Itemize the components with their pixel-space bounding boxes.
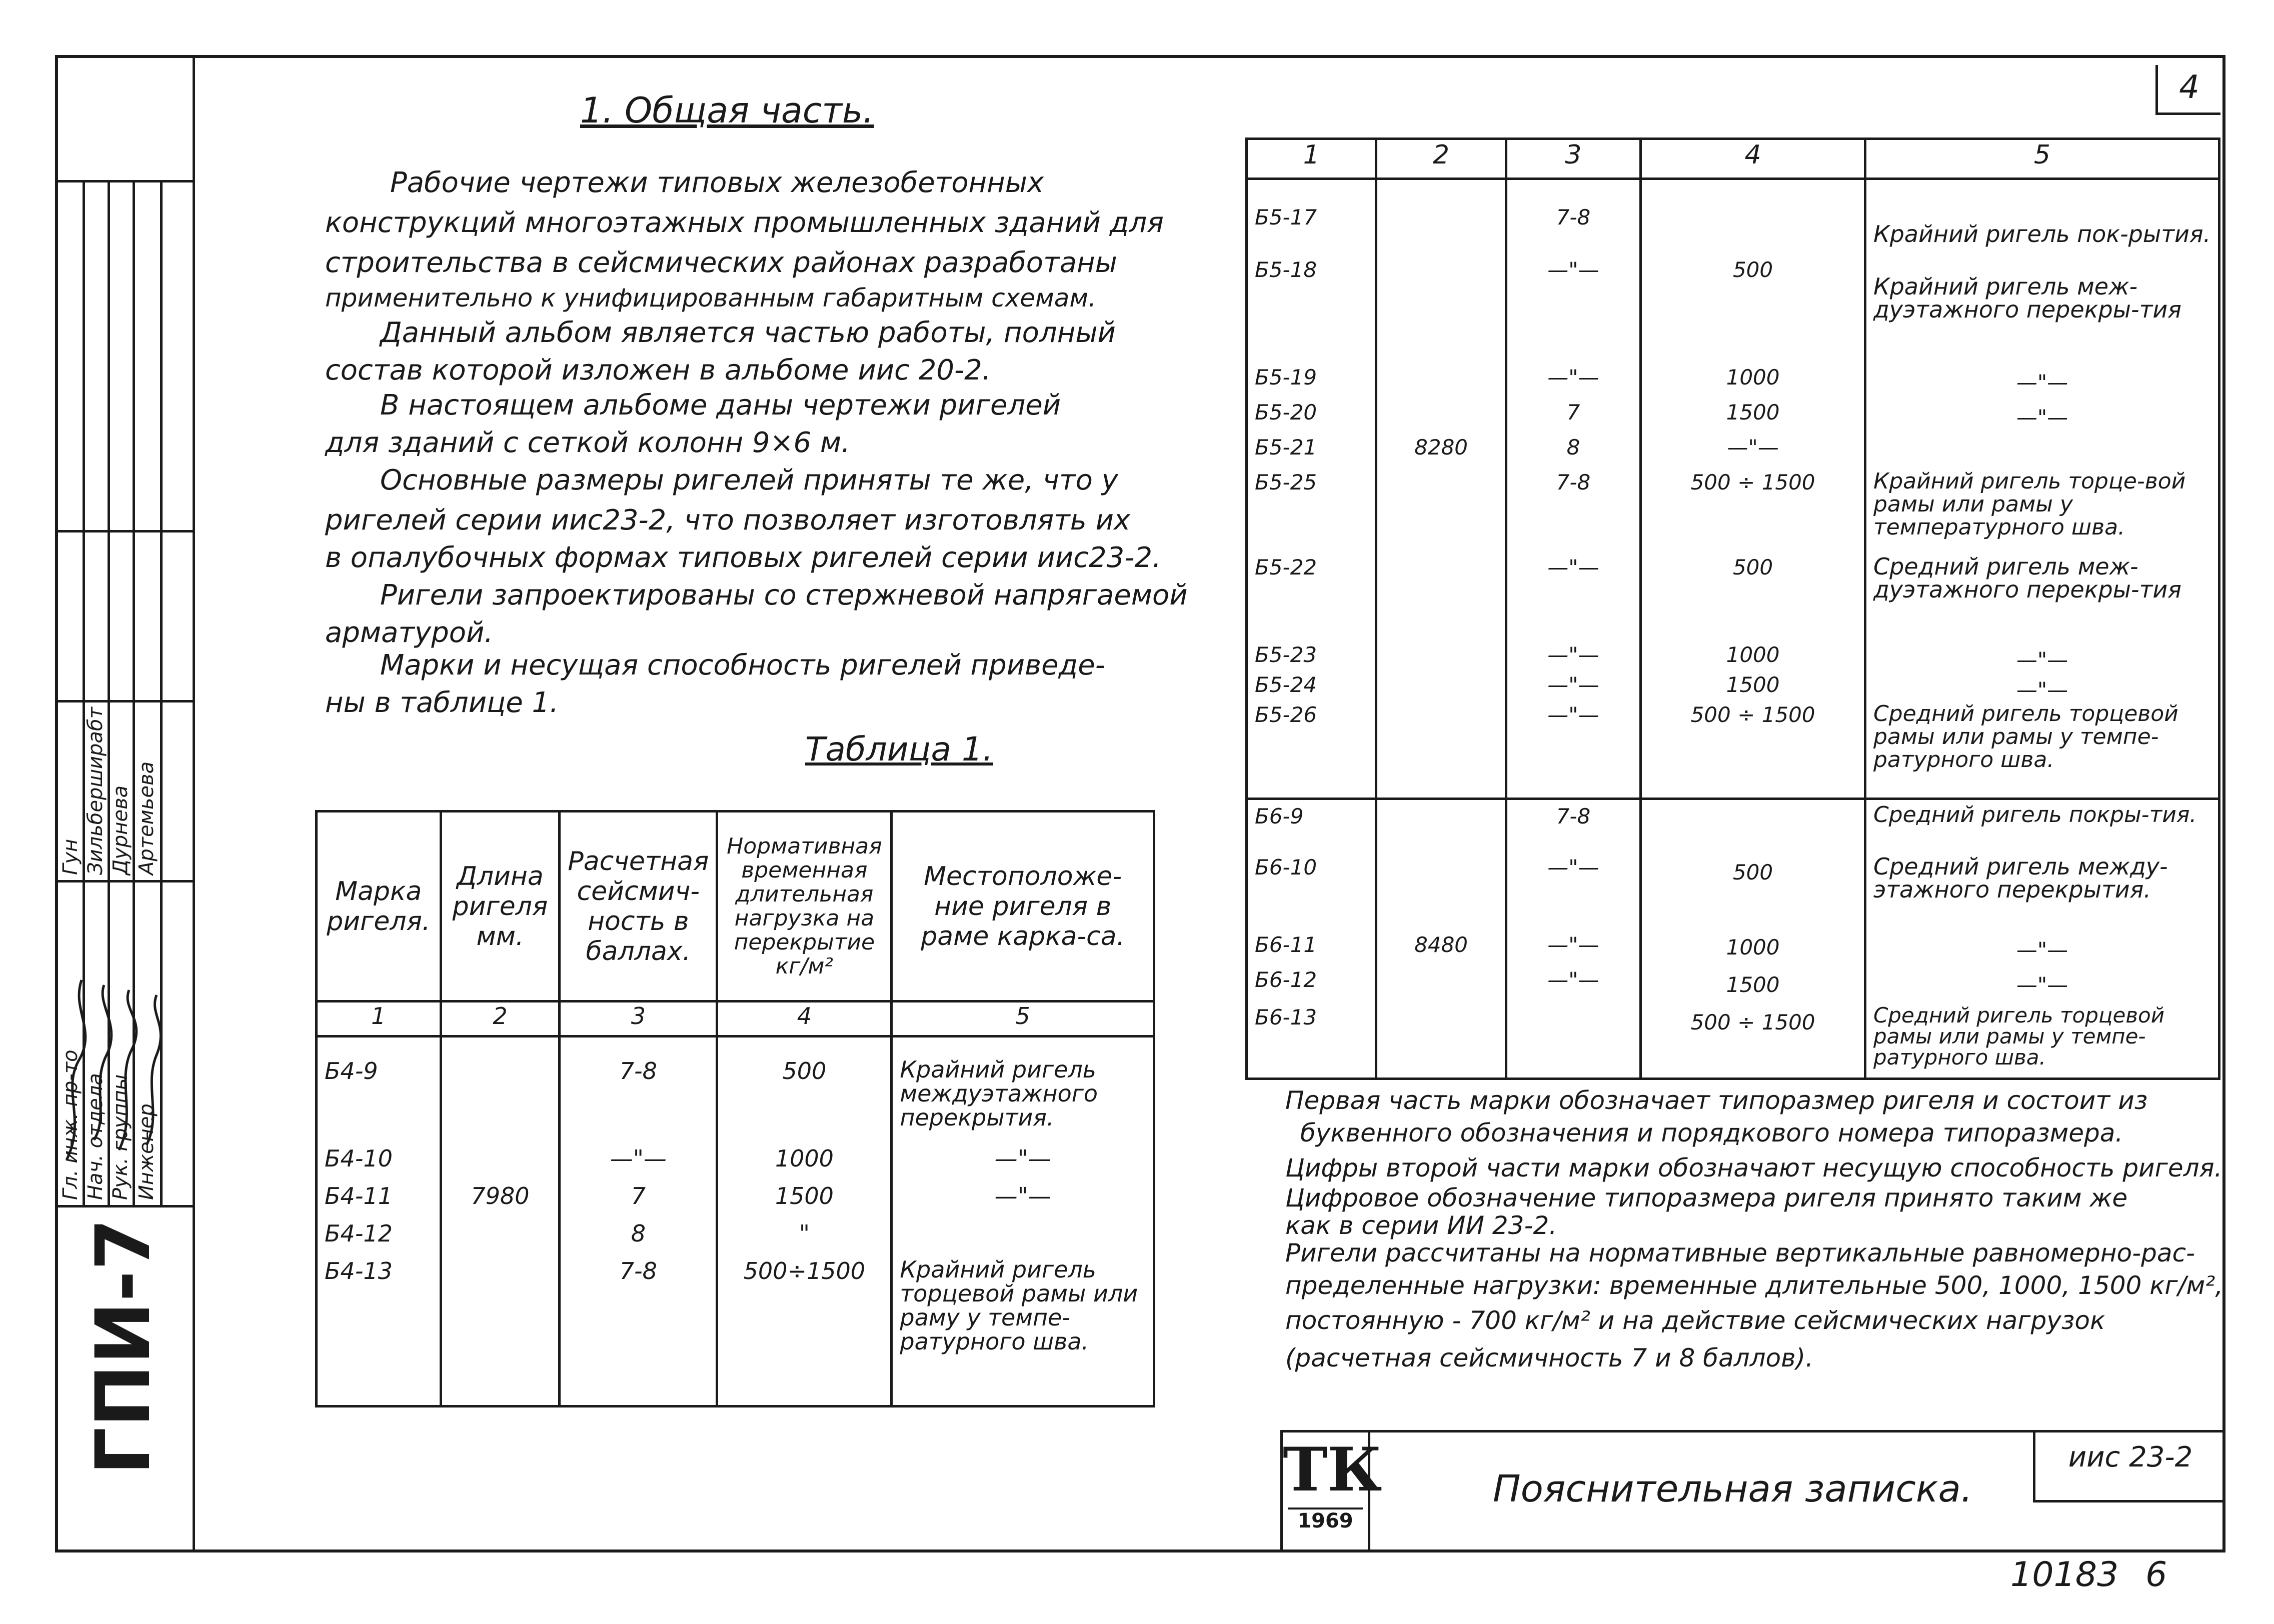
intro-line: В настоящем альбоме даны чертежи ригелей <box>380 389 1061 422</box>
name-4: Артемьева <box>135 761 158 875</box>
t2-load: 500 <box>1732 555 1773 580</box>
t2-g6-location <box>1865 799 2219 1079</box>
role-chief-engineer: Гл. инж. пр-то <box>59 1050 82 1200</box>
t1-header-mark: Марка ригеля. <box>317 812 441 1002</box>
t1-marks-col <box>317 1036 441 1406</box>
t1-seismic: 8 <box>631 1220 646 1247</box>
intro-line: ны в таблице 1. <box>325 686 559 719</box>
t1-load: " <box>799 1220 810 1247</box>
t2-seismic: —"— <box>1547 672 1599 697</box>
t2-location: —"— <box>2016 648 2068 672</box>
t2-g5-length-col <box>1376 179 1506 799</box>
t1-mark: Б4-10 <box>325 1145 393 1172</box>
t2-location: Средний ригель меж-дуэтажного перекры-тия <box>1873 553 2181 603</box>
intro-line: строительства в сейсмических районах разработаны <box>325 246 1117 279</box>
org-stamp: ГПИ-7 <box>80 1218 167 1475</box>
t2-seismic: —"— <box>1547 555 1599 580</box>
t1-colnum: 5 <box>892 1002 1154 1036</box>
intro-line: Рабочие чертежи типовых железобетонных <box>390 166 1044 199</box>
name-3: Дурнева <box>109 785 132 875</box>
t2-mark: Б5-21 <box>1255 435 1317 460</box>
t1-location: Крайний ригель торцевой рамы или раму у темпе-ратурного шва. <box>900 1256 1138 1355</box>
sheet-number: 6 <box>2145 1555 2167 1594</box>
t1-colnum: 3 <box>560 1002 717 1036</box>
t1-load: 1500 <box>775 1182 834 1210</box>
t2-location: Крайний ригель торце-вой рамы или рамы у температурного шва. <box>1873 468 2186 540</box>
t1-location-col <box>892 1036 1154 1406</box>
t2-location: —"— <box>2016 938 2068 962</box>
t2-seismic: —"— <box>1547 365 1599 390</box>
t1-mark: Б4-13 <box>325 1258 393 1284</box>
t2-load: 1500 <box>1726 972 1780 997</box>
t1-load: 500 <box>782 1058 827 1084</box>
name-1: Гун <box>59 838 82 875</box>
series-box <box>2033 1432 2225 1502</box>
t2-colnum: 2 <box>1376 139 1506 179</box>
t2-g6-length: 8480 <box>1414 932 1468 957</box>
t2-load: 500 <box>1732 258 1773 282</box>
t2-colnum: 5 <box>1865 139 2219 179</box>
t1-load: 1000 <box>775 1145 834 1172</box>
t1-mark: Б4-11 <box>325 1182 393 1210</box>
note-line: Цифровое обозначение типоразмера ригеля принято таким же <box>1285 1184 2128 1212</box>
t2-mark: Б5-22 <box>1255 555 1317 580</box>
t2-seismic: —"— <box>1547 855 1599 880</box>
t2-location: Средний ригель покры-тия. <box>1873 802 2197 828</box>
note-line: пределенные нагрузки: временные длительные 500, 1000, 1500 кг/м², <box>1285 1271 2223 1300</box>
t2-mark: Б6-9 <box>1255 804 1304 828</box>
t2-location: Крайний ригель пок-рытия. <box>1873 220 2211 248</box>
doc-title: Пояснительная записка. <box>1493 1468 1973 1510</box>
t2-seismic: —"— <box>1547 702 1599 727</box>
t2-g5-load <box>1641 179 1865 799</box>
t2-location: Крайний ригель меж-дуэтажного перекры-тия <box>1873 273 2181 323</box>
t2-location: Средний ригель между-этажного перекрытия. <box>1873 853 2168 903</box>
t1-colnum: 1 <box>317 1002 441 1036</box>
t2-load: 1000 <box>1726 365 1780 390</box>
role-group-head: Рук. группы <box>109 1074 132 1200</box>
t1-load-col <box>717 1036 892 1406</box>
section-heading: 1. Общая часть. <box>580 90 874 131</box>
t2-load: 1000 <box>1726 642 1780 667</box>
t2-mark: Б5-23 <box>1255 642 1317 667</box>
t2-location: Средний ригель торцевой рамы или рамы у темпе-ратурного шва. <box>1873 1003 2165 1070</box>
t2-mark: Б6-11 <box>1255 932 1317 957</box>
t1-seismic: 7-8 <box>619 1058 657 1084</box>
table1 <box>315 810 1155 1408</box>
t2-seismic: —"— <box>1547 932 1599 957</box>
t1-load: 500÷1500 <box>743 1258 866 1284</box>
t1-location: Крайний ригель междуэтажного перекрытия. <box>900 1056 1098 1131</box>
t2-mark: Б5-19 <box>1255 365 1317 390</box>
note-line: (расчетная сейсмичность 7 и 8 баллов). <box>1285 1344 1814 1372</box>
t1-mark: Б4-12 <box>325 1220 393 1247</box>
t2-seismic: 8 <box>1566 435 1580 460</box>
intro-line: в опалубочных формах типовых ригелей серии иис23-2. <box>325 542 1161 574</box>
page-number: 4 <box>2179 69 2199 106</box>
t2-location: —"— <box>2016 370 2068 394</box>
t1-header-location: Местоположе-ние ригеля в раме карка-са. <box>892 812 1154 1002</box>
intro-line: арматурой. <box>325 616 494 649</box>
t2-mark: Б5-25 <box>1255 470 1317 494</box>
t2-load: 500 <box>1732 860 1773 884</box>
t2-g6-marks <box>1247 799 1376 1079</box>
intro-line: Данный альбом является частью работы, полный <box>380 316 1116 349</box>
t2-g5-seismic <box>1506 179 1640 799</box>
series-code: иис 23-2 <box>2068 1441 2193 1474</box>
t1-mark: Б4-9 <box>325 1058 378 1084</box>
t1-header-length: Длина ригеля мм. <box>441 812 560 1002</box>
t2-mark: Б5-26 <box>1255 702 1317 727</box>
table1-caption: Таблица 1. <box>805 730 993 768</box>
note-line: буквенного обозначения и порядкового номера типоразмера. <box>1300 1118 2123 1148</box>
t2-seismic: —"— <box>1547 642 1599 667</box>
table2 <box>1245 138 2220 1080</box>
t2-mark: Б6-12 <box>1255 968 1317 992</box>
t2-g6-length-col <box>1376 799 1506 1079</box>
t1-header-load: Нормативная временная длительная нагрузка на перекрытие кг/м² <box>717 812 892 1002</box>
t1-seismic: 7-8 <box>619 1258 657 1284</box>
t2-load: 500 ÷ 1500 <box>1690 702 1815 727</box>
t2-g6-seismic <box>1506 799 1640 1079</box>
t2-g5-length: 8280 <box>1414 435 1468 460</box>
intro-line: для зданий с сеткой колонн 9×6 м. <box>325 426 850 459</box>
t2-seismic: 7-8 <box>1556 804 1591 828</box>
t2-mark: Б6-13 <box>1255 1005 1317 1030</box>
t2-load: 1500 <box>1726 672 1780 697</box>
t1-length: 7980 <box>471 1182 530 1210</box>
role-engineer: Инженер <box>135 1104 158 1200</box>
page-number-box <box>2155 65 2220 115</box>
intro-line: Марки и несущая способность ригелей приведе- <box>380 649 1105 682</box>
t2-g6-load <box>1641 799 1865 1079</box>
t2-location: —"— <box>2016 972 2068 997</box>
t1-seismic: 7 <box>631 1182 646 1210</box>
t1-location: —"— <box>994 1145 1051 1172</box>
t2-mark: Б5-20 <box>1255 400 1317 424</box>
t1-seismic-col <box>560 1036 717 1406</box>
sidebar-border <box>193 56 195 1552</box>
t1-seismic: —"— <box>610 1145 667 1172</box>
note-line: Первая часть марки обозначает типоразмер ригеля и состоит из <box>1285 1086 2148 1115</box>
t1-colnum: 4 <box>717 1002 892 1036</box>
t2-colnum: 1 <box>1247 139 1376 179</box>
t1-header-seismic: Расчетная сейсмич-ность в баллах. <box>560 812 717 1002</box>
doc-number: 10183 <box>2010 1555 2119 1594</box>
t2-load: —"— <box>1727 435 1779 460</box>
intro-line: применительно к унифицированным габаритным схемам. <box>325 284 1096 312</box>
intro-line: Ригели запроектированы со стержневой напрягаемой <box>380 579 1188 612</box>
t2-mark: Б5-17 <box>1255 205 1317 230</box>
t2-load: 1000 <box>1726 935 1780 960</box>
t2-location: Средний ригель торцевой рамы или рамы у темпе-ратурного шва. <box>1873 701 2178 772</box>
note-line: Ригели рассчитаны на нормативные вертикальные равномерно-рас- <box>1285 1238 2195 1268</box>
t2-seismic: 7-8 <box>1556 205 1591 230</box>
t2-seismic: —"— <box>1547 968 1599 992</box>
intro-line: ригелей серии иис23-2, что позволяет изготовлять их <box>325 504 1131 536</box>
title-block <box>1280 1430 2225 1552</box>
t2-location: —"— <box>2016 405 2068 430</box>
intro-line: Основные размеры ригелей приняты те же, что у <box>380 464 1118 496</box>
t2-mark: Б5-18 <box>1255 258 1317 282</box>
t2-load: 500 ÷ 1500 <box>1690 470 1815 494</box>
intro-line: конструкций многоэтажных промышленных зданий для <box>325 206 1164 239</box>
name-2: Зильберширабт <box>84 707 107 875</box>
t2-seismic: 7 <box>1566 400 1580 424</box>
t1-length-col <box>441 1036 560 1406</box>
logo-box <box>1283 1432 1382 1552</box>
t2-colnum: 4 <box>1641 139 1865 179</box>
t2-g5-marks <box>1247 179 1376 799</box>
t2-colnum: 3 <box>1506 139 1640 179</box>
t2-load: 1500 <box>1726 400 1780 424</box>
intro-line: состав которой изложен в альбоме иис 20-2. <box>325 354 991 386</box>
role-dept-head: Нач. отдела <box>84 1073 107 1200</box>
t2-mark: Б6-10 <box>1255 855 1317 880</box>
t2-seismic: 7-8 <box>1556 470 1591 494</box>
note-line: постоянную - 700 кг/м² и на действие сейсмических нагрузок <box>1285 1306 2105 1335</box>
t2-seismic: —"— <box>1547 258 1599 282</box>
note-line: Цифры второй части марки обозначают несущую способность ригеля. <box>1285 1154 2222 1182</box>
signatures <box>57 880 192 1200</box>
t1-colnum: 2 <box>441 1002 560 1036</box>
note-line: как в серии ИИ 23-2. <box>1285 1211 1557 1240</box>
t1-location: —"— <box>994 1182 1051 1210</box>
logo-year: 1969 <box>1288 1508 1363 1532</box>
t2-location: —"— <box>2016 678 2068 702</box>
logo-text: ТК <box>1283 1434 1382 1505</box>
t2-load: 500 ÷ 1500 <box>1690 1010 1815 1034</box>
t2-g5-location <box>1865 179 2219 799</box>
t2-mark: Б5-24 <box>1255 672 1317 697</box>
